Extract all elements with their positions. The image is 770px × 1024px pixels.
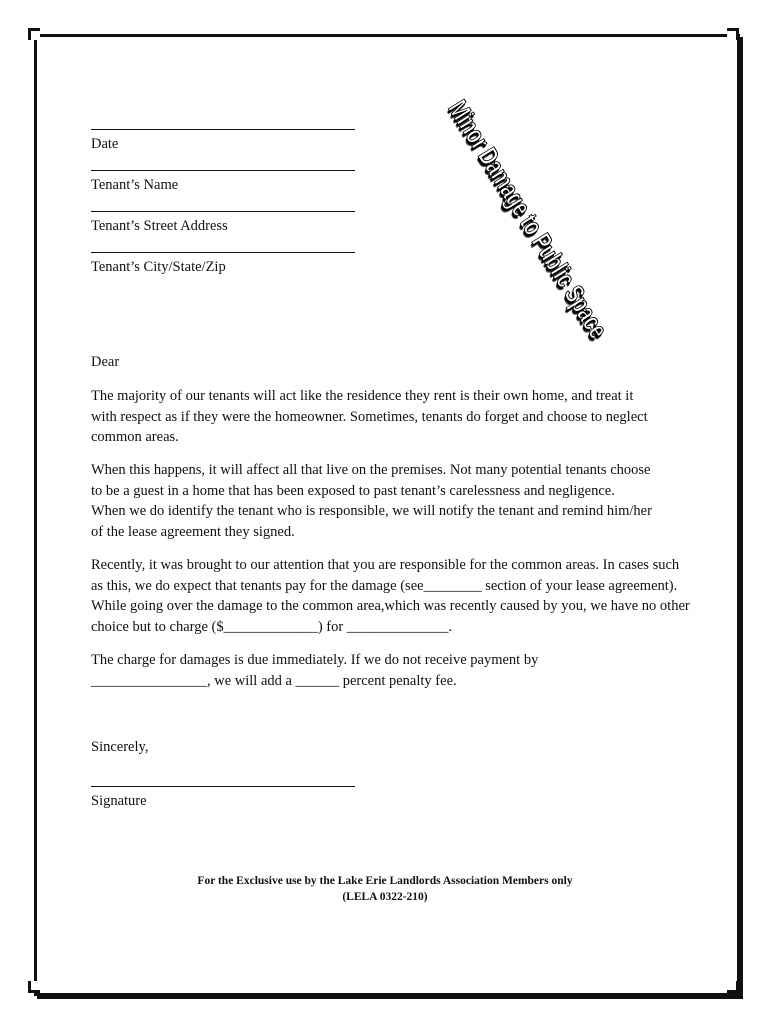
paragraph-line: to be a guest in a home that has been exposed to past tenant’s carelessness and negligence.: [91, 482, 615, 499]
paragraph-2: [91, 460, 731, 542]
salutation: Dear: [91, 354, 120, 370]
paragraph-line: common areas.: [91, 429, 179, 446]
closing: Sincerely,: [91, 739, 149, 755]
document-title-stamp: Minor Damage to Public Space: [442, 95, 614, 344]
paragraph-line: Recently, it was brought to our attention that you are responsible for the common areas. In cases such: [91, 557, 680, 573]
tenant-name-field: [91, 170, 355, 194]
border-corner-bottom-right: [727, 981, 739, 993]
street-address-field: [91, 211, 355, 235]
city-state-zip-field: [91, 252, 355, 276]
city-state-zip-label: Tenant’s City/State/Zip: [91, 259, 226, 275]
city-state-zip-blank-line: [91, 252, 355, 253]
border-corner-top-right: [727, 28, 739, 40]
paragraph-line: The majority of our tenants will act like the residence they rent is their own home, and treat it: [91, 388, 634, 404]
border-corner-bottom-left: [28, 981, 40, 993]
date-label: Date: [91, 136, 119, 152]
footer: [0, 873, 770, 905]
paragraph-4: [91, 650, 731, 691]
tenant-name-blank-line: [91, 170, 355, 171]
paragraph-line: ________________, we will add a ______ percent penalty fee.: [91, 672, 457, 689]
paragraph-line: choice but to charge ($_____________) for ______________.: [91, 618, 452, 635]
paragraph-line: as this, we do expect that tenants pay for the damage (see________ section of your lease agreement).: [91, 577, 678, 594]
footer-line-1: For the Exclusive use by the Lake Erie Landlords Association Members only: [197, 875, 573, 887]
paragraph-line: with respect as if they were the homeowner. Sometimes, tenants do forget and choose to neglect: [91, 408, 648, 425]
paragraph-line: When this happens, it will affect all that live on the premises. Not many potential tenants choose: [91, 462, 651, 478]
street-address-label: Tenant’s Street Address: [91, 218, 228, 234]
date-field: [91, 129, 355, 153]
date-blank-line: [91, 129, 355, 130]
paragraph-line: While going over the damage to the common area,which was recently caused by you, we have no other: [91, 598, 690, 615]
paragraph-line: The charge for damages is due immediately. If we do not receive payment by: [91, 652, 539, 668]
paragraph-line: When we do identify the tenant who is responsible, we will notify the tenant and remind him/her: [91, 503, 652, 520]
signature-field: [91, 786, 355, 810]
signature-label: Signature: [91, 793, 147, 809]
footer-line-2: (LELA 0322-210): [342, 891, 428, 903]
tenant-name-label: Tenant’s Name: [91, 177, 179, 193]
paragraph-3: [91, 555, 731, 637]
signature-blank-line: [91, 786, 355, 787]
paragraph-1: [91, 386, 731, 448]
border-corner-top-left: [28, 28, 40, 40]
paragraph-line: of the lease agreement they signed.: [91, 523, 295, 540]
street-address-blank-line: [91, 211, 355, 212]
